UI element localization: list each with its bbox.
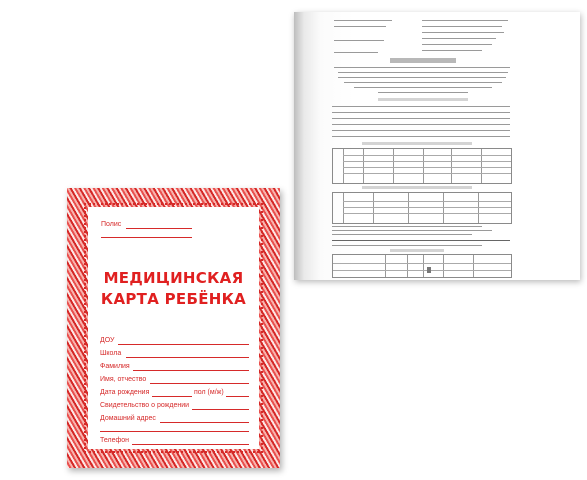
- subtitle-line: [334, 67, 510, 68]
- polis-line: [126, 228, 192, 229]
- approval-line: [422, 38, 496, 39]
- subtitle-line: [378, 92, 468, 93]
- table-heading: [390, 249, 444, 252]
- surname-line: [133, 370, 249, 371]
- cover-title-line1: МЕДИЦИНСКАЯ: [103, 269, 244, 287]
- table-heading: [362, 142, 472, 145]
- ministry-line: [334, 20, 392, 21]
- approval-line: [422, 44, 492, 45]
- subtitle-line: [344, 82, 502, 83]
- cover-title-line2: КАРТА РЕБЁНКА: [100, 290, 247, 308]
- form-row-line: [332, 130, 510, 131]
- table-heading: [362, 186, 472, 189]
- polis-line-2: [101, 237, 192, 238]
- footnote-line: [332, 226, 482, 227]
- name-patronymic-label: Имя, отчество: [100, 376, 147, 383]
- institution-line: [334, 52, 378, 53]
- okpo-line: [422, 26, 502, 27]
- page-number: [427, 267, 431, 273]
- inner-heading: [390, 58, 456, 63]
- home-address-line: [160, 422, 249, 423]
- okud-line: [422, 20, 508, 21]
- school-label: Школа: [100, 350, 122, 357]
- footnote-line: [332, 230, 492, 231]
- subtitle-line: [338, 77, 506, 78]
- surname-label: Фамилия: [100, 363, 130, 370]
- inner-form-page: [294, 12, 580, 280]
- anamnesis-table: [332, 254, 512, 278]
- home-address-line-2: [100, 431, 249, 432]
- form-row-line: [332, 106, 510, 107]
- birth-certificate-label: Свидетельство о рождении: [100, 402, 190, 409]
- birth-certificate-line: [192, 409, 249, 410]
- institution-table-continued: [332, 192, 512, 224]
- sex-line: [226, 396, 249, 397]
- polis-label: Полис: [101, 221, 122, 228]
- form-row-line: [332, 112, 510, 113]
- cover: [67, 188, 280, 468]
- form-row-line: [332, 118, 510, 119]
- phone-label: Телефон: [100, 437, 130, 444]
- phone-line: [132, 444, 249, 445]
- dou-line: [118, 344, 249, 345]
- approval-line: [422, 50, 482, 51]
- birth-date-label: Дата рождения: [100, 389, 150, 396]
- home-address-label: Домашний адрес: [100, 415, 156, 422]
- cover-panel: [88, 207, 259, 449]
- birth-date-line: [152, 396, 192, 397]
- form-row-line: [332, 136, 510, 137]
- dou-label: ДОУ: [100, 337, 115, 344]
- ministry-line: [334, 26, 386, 27]
- name-patronymic-line: [150, 383, 249, 384]
- form-row-line: [332, 245, 482, 246]
- subtitle-line: [338, 72, 508, 73]
- form-row-line: [332, 240, 510, 241]
- institution-table: [332, 148, 512, 184]
- section-heading: [378, 98, 468, 101]
- form-code-line: [422, 32, 504, 33]
- subtitle-line: [354, 87, 492, 88]
- sex-label: пол (м/ж): [194, 389, 224, 396]
- school-line: [126, 357, 249, 358]
- institution-line: [334, 40, 384, 41]
- form-row-line: [332, 124, 510, 125]
- footnote-line: [332, 234, 472, 235]
